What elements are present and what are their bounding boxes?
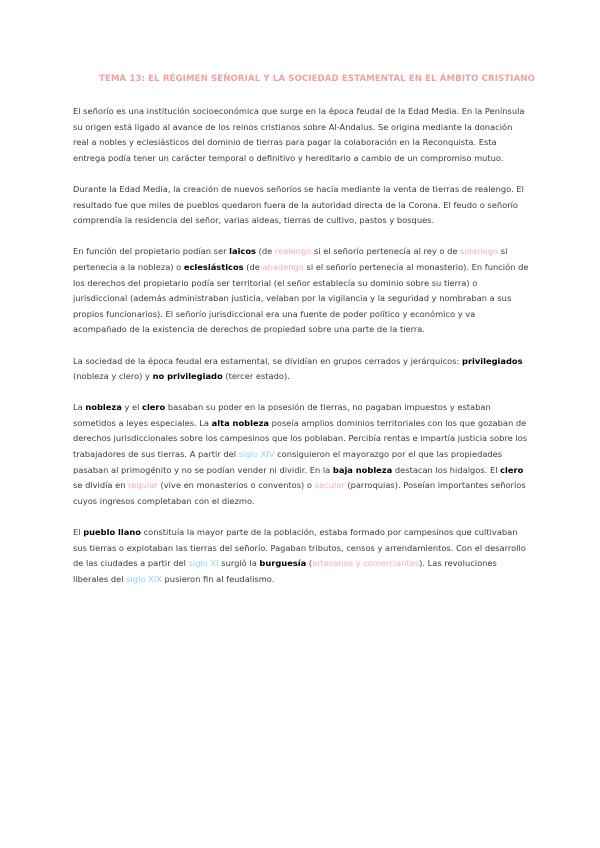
pink-term: secular <box>314 480 345 491</box>
text-run: ). Las revoluciones liberales del <box>73 558 497 584</box>
text-run: (tercer estado). <box>222 371 290 382</box>
century-term: siglo XIV <box>238 449 275 460</box>
text-run: ( <box>306 558 313 569</box>
pink-term: artesanos y comerciantes <box>312 558 420 569</box>
text-run: (nobleza y clero) y <box>73 371 153 382</box>
text-run: En función del propietario podían ser <box>73 246 230 257</box>
century-term: siglo XIX <box>126 573 162 584</box>
text-run: La <box>73 402 86 413</box>
text-run: (de <box>255 246 275 257</box>
text-run: El señorío es una institución socioeconómica que surge en la época feudal de la Edad Media. En la Península su origen está ligado al avance de los reinos cristianos sobre Al-Ándalus. Se origina mediante la donación real a nobles y eclesiásticos del dominio de tierras para pagar la colaboración en la Reconquista. Esta entrega podía tener un carácter temporal o definitivo y hereditario a cambio de un compromiso mutuo. <box>73 106 525 163</box>
text-run: poseía amplios dominios territoriales con los que gozaban de derechos jurisdiccionales sobre los campesinos que los poblaban. Percibía rentas e impartía justicia sobre los trabajadores de sus tierras. A partir del <box>73 417 528 460</box>
paragraph-1 <box>73 104 529 166</box>
text-run: (parroquias). Poseían importantes señoríos cuyos ingresos completaban con el diezmo. <box>73 480 526 506</box>
pink-term: regular <box>128 480 158 491</box>
text-run: surgió la <box>218 558 260 569</box>
text-run: si pertenecía a la nobleza) o <box>73 246 508 272</box>
keyword: nobleza <box>85 402 122 413</box>
keyword: eclesiásticos <box>183 261 244 272</box>
text-run: El <box>73 527 84 538</box>
text-run: si el señorío pertenecía al monasterio). En función de los derechos del propietario podía ser territorial (el señor establecía su dominio sobre su tierra) o jurisdiccional (además administraban justicia, velaban por la vigilancia y la seguridad y nombraban a sus propios funcionarios). El señorío jurisdiccional era una fuente de poder político y económico y va acompañado de la existencia de derechos de propiedad sobre una parte de la tierra. <box>73 261 529 335</box>
century-term: siglo XI <box>188 558 219 569</box>
keyword: baja nobleza <box>332 464 393 475</box>
text-run: (vive en monasterios o conventos) o <box>157 480 315 491</box>
text-run: constituía la mayor parte de la población, estaba formado por campesinos que cultivaban sus tierras o explotaban las tierras del señorío. Pagaban tributos, censos y arrendamientos. Con el desarrollo de las ciudades a partir del <box>73 527 526 569</box>
page-title: TEMA 13: EL RÉGIMEN SEÑORIAL Y LA SOCIEDAD ESTAMENTAL EN EL ÁMBITO CRISTIANO <box>98 74 536 84</box>
document-body <box>73 104 529 603</box>
paragraph-5 <box>73 400 529 509</box>
keyword: alta nobleza <box>211 417 269 428</box>
pink-term: solariego <box>460 246 499 257</box>
text-run: y el <box>121 402 143 413</box>
text-run: si el señorío pertenecía al rey o de <box>311 246 461 257</box>
pink-term: abadengo <box>262 261 304 272</box>
text-run: Durante la Edad Media, la creación de nuevos señoríos se hacía mediante la venta de tierras de realengo. El resultado fue que miles de pueblos quedaron fuera de la autoridad directa de la Corona. El feudo o señorío comprendía la residencia del señor, varias aldeas, tierras de cultivo, pastos y bosques. <box>73 183 524 226</box>
paragraph-3 <box>73 244 529 338</box>
keyword: no privilegiado <box>152 371 223 382</box>
keyword: burguesía <box>259 558 307 569</box>
paragraph-2 <box>73 182 529 229</box>
keyword: clero <box>142 402 166 413</box>
keyword: pueblo llano <box>83 527 141 538</box>
text-run: La sociedad de la época feudal era estamental, se dividían en grupos cerrados y jerárquicos: <box>73 355 462 366</box>
text-run: destacan los hidalgos. El <box>392 464 501 475</box>
keyword: privilegiados <box>462 355 523 366</box>
paragraph-6 <box>73 525 529 587</box>
keyword: laicos <box>229 246 256 257</box>
keyword: clero <box>500 464 524 475</box>
paragraph-4 <box>73 354 529 385</box>
pink-term: realengo <box>274 246 312 257</box>
text-run: consiguieron el mayorazgo por el que las propiedades pasaban al primogénito y no se podían vender ni dividir. En la <box>73 449 503 475</box>
text-run: se dividía en <box>73 480 129 491</box>
text-run: (de <box>243 261 263 272</box>
text-run: pusieron fin al feudalismo. <box>161 573 275 584</box>
text-run: basaban su poder en la posesión de tierras, no pagaban impuestos y estaban sometidos a leyes especiales. La <box>73 402 491 428</box>
